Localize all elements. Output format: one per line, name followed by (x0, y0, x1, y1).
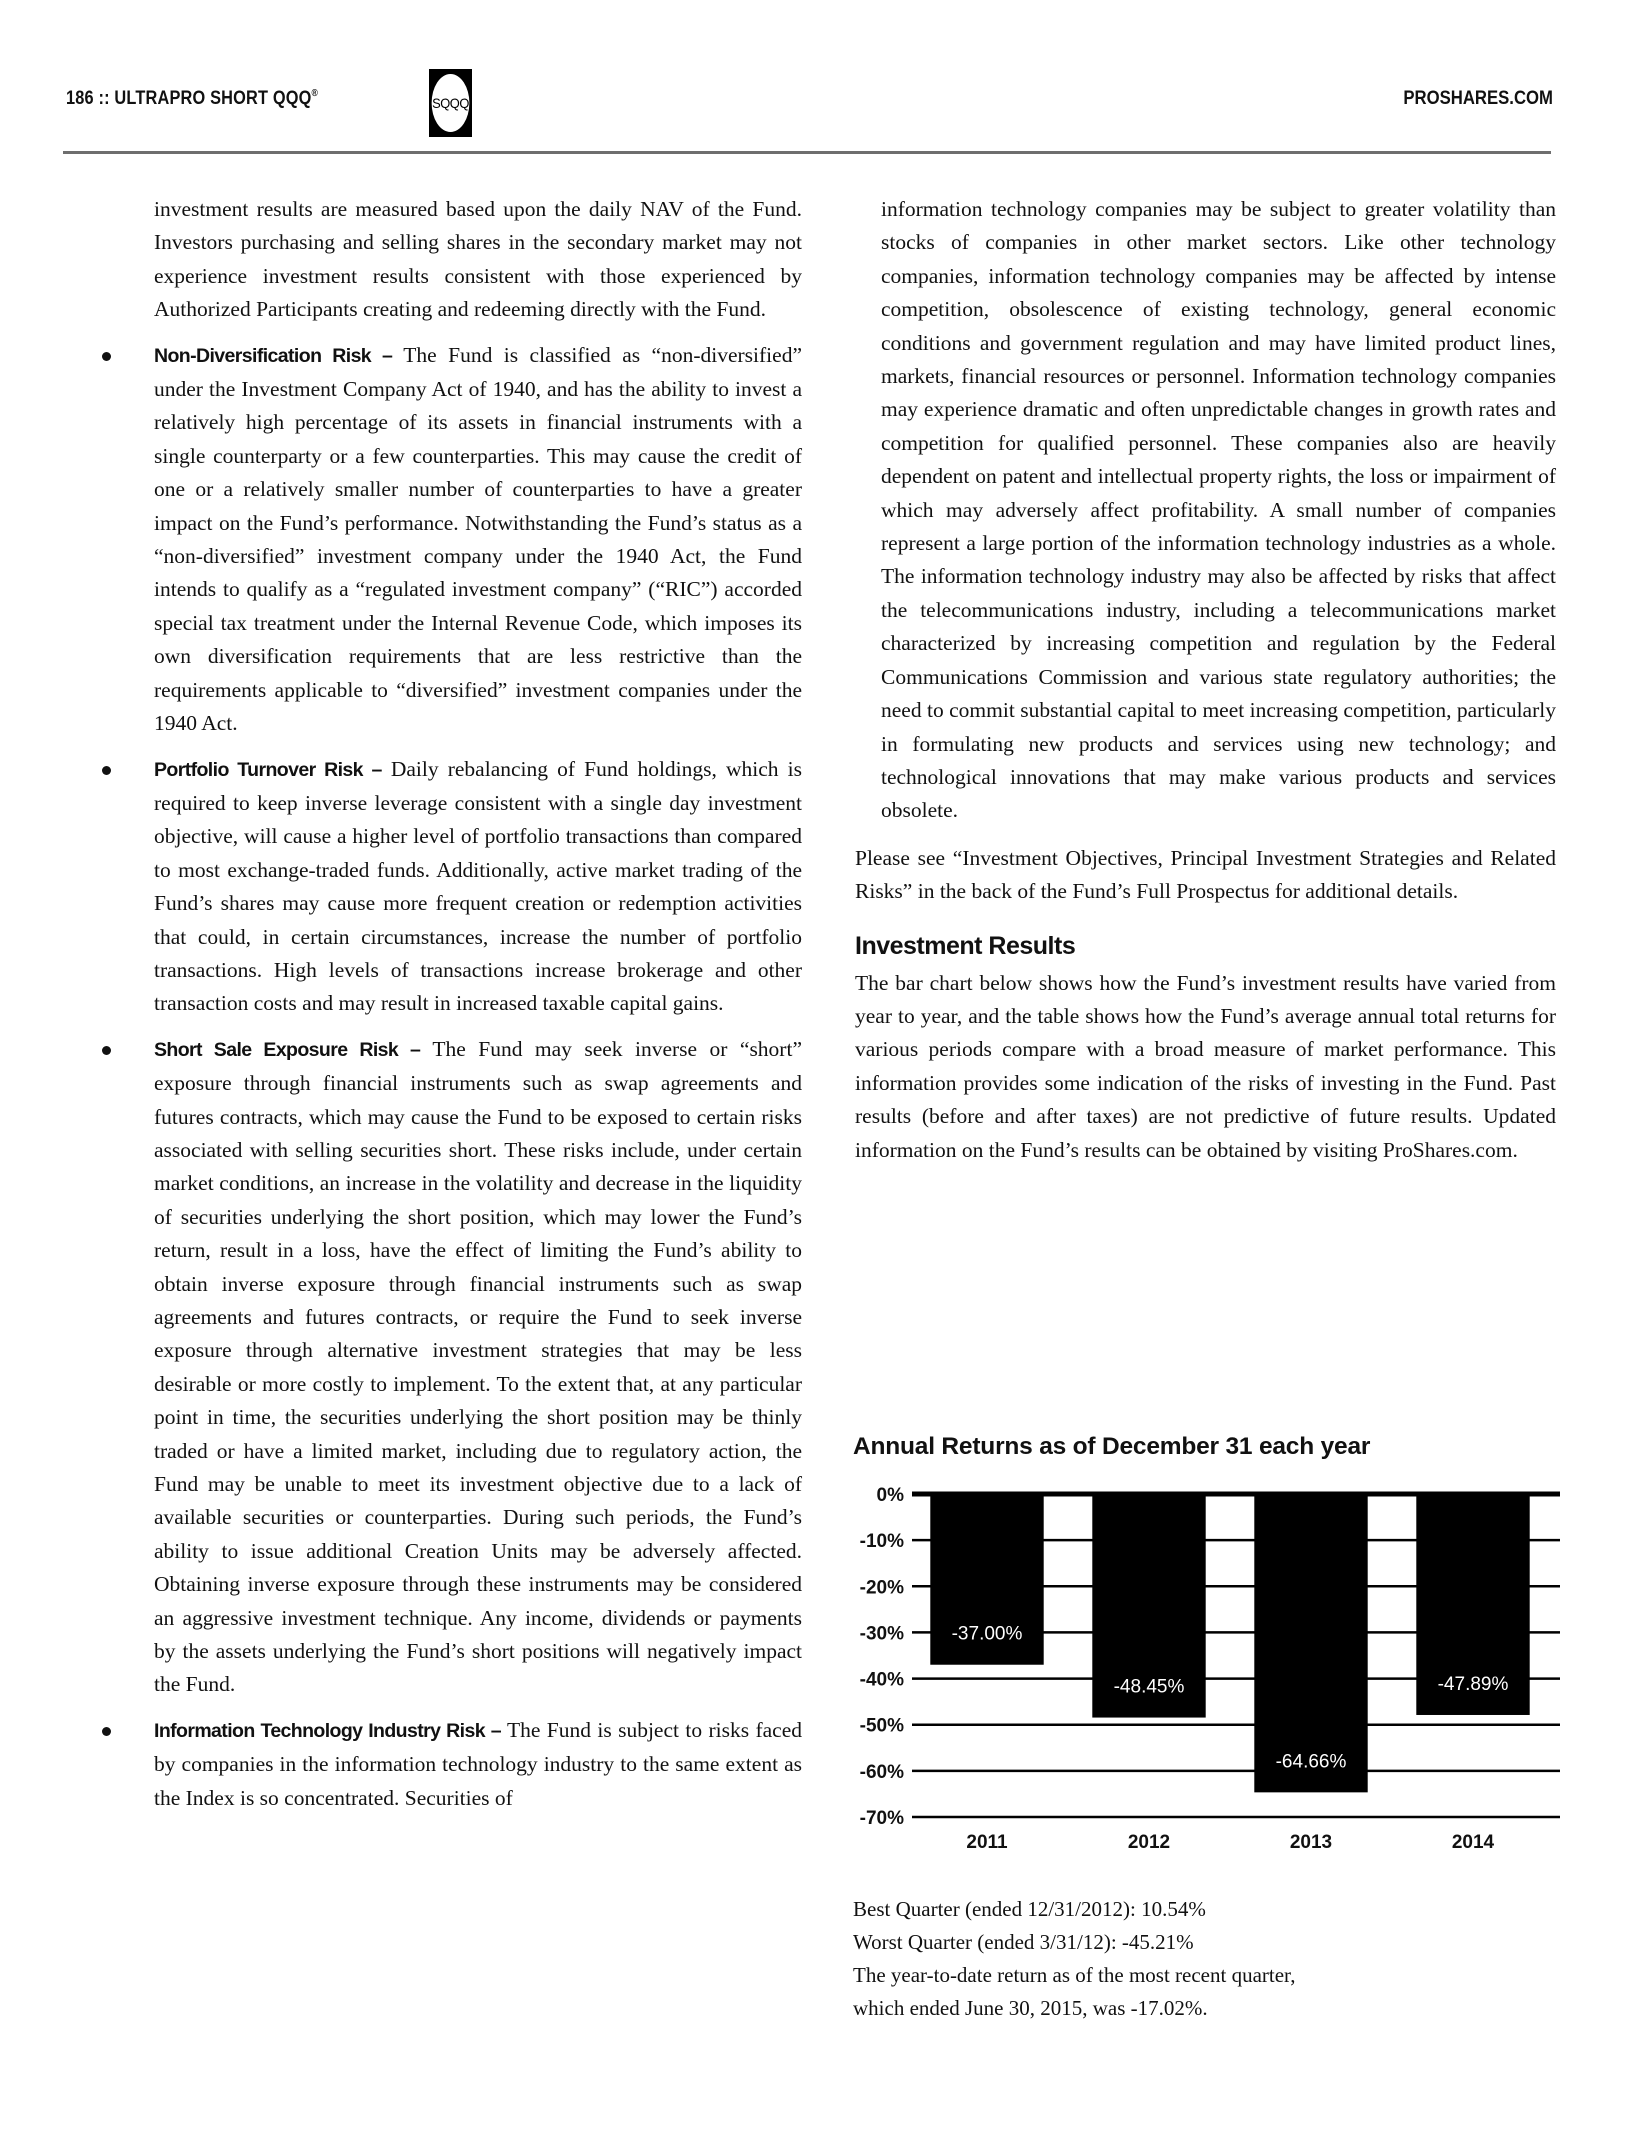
risk-title: Non-Diversification Risk – (154, 344, 393, 367)
page-header-title (66, 88, 318, 110)
risk-text: The Fund is classified as “non-diversified” under the Investment Company Act of 1940, and has the ability to invest a relatively high percentage of its assets in financial instruments with a single counterparty or a few counterparties. This may cause the credit of one or a relatively smaller number of counterparties to have a greater impact on the Fund’s performance. Notwithstanding the Fund’s status as a “non-diversified” investment company under the 1940 Act, the Fund intends to qualify as a “regulated investment company” (“RIC”) accorded special tax treatment under the Internal Revenue Code, which imposes its own diversification requirements that are less restrictive than the requirements applicable to “diversified” investment companies under the 1940 Act. (154, 342, 802, 736)
it-risk-continued-paragraph: information technology companies may be subject to greater volatility than stocks of companies in other market sectors. Like other technology companies, information technology companies may be affected by intense competition, obsolescence of existing technology, general economic conditions and government regulation and may have limited product lines, markets, financial resources or personnel. Information technology companies may experience dramatic and often unpredictable changes in growth rates and competition for qualified personnel. These companies also are heavily dependent on patent and intellectual property rights, the loss or impairment of which may adversely affect profitability. A small number of companies represent a large portion of the information technology industries as a whole. The information technology industry may also be affected by risks that affect the telecommunications industry, including a telecommunications market characterized by increasing competition and regulation by the Federal Communications Commission and various state regulatory authorities; the need to commit substantial capital to meet increasing competition, particularly in formulating new products and services using new technology; and technological innovations that may make various products and services obsolete. (881, 197, 1556, 823)
chart-title: Annual Returns as of December 31 each year (853, 1433, 1371, 1460)
bar-value-label: -47.89% (1437, 1673, 1509, 1695)
risk-item-short-sale-exposure (128, 1033, 802, 1702)
bar-value-label: -64.66% (1275, 1751, 1347, 1773)
y-tick-label: -50% (859, 1715, 904, 1737)
x-tick-label: 2011 (966, 1832, 1008, 1853)
right-column (855, 193, 1556, 1167)
risk-text: The Fund is subject to risks faced by companies in the information technology industry to the same extent as the Index is so concentrated. Securities of (154, 1717, 802, 1810)
ticker-badge-circle (432, 74, 470, 132)
y-tick-label: 0% (876, 1485, 904, 1506)
x-tick-label: 2012 (1127, 1832, 1171, 1853)
annual-returns-bar-chart (840, 1470, 1580, 1860)
bullet-icon (102, 352, 111, 361)
y-tick-label: -70% (859, 1808, 904, 1829)
intro-paragraph: investment results are measured based upon the daily NAV of the Fund. Investors purchasing and selling shares in the secondary market may not experience investment results consistent with those experienced by Authorized Participants creating and redeeming directly with the Fund. (154, 197, 802, 322)
bar-value-label: -48.45% (1113, 1676, 1185, 1698)
registered-mark: ® (311, 88, 319, 99)
ytd-return-line-1: The year-to-date return as of the most recent quarter, (853, 1963, 1296, 1987)
bar-2013 (1254, 1494, 1367, 1792)
page-and-fund-name: 186 :: ULTRAPRO SHORT QQQ (66, 88, 312, 109)
quarter-stats (853, 1893, 1295, 2025)
bullet-icon (102, 1727, 111, 1736)
section-heading-investment-results: Investment Results (855, 931, 1076, 960)
y-tick-label: -10% (859, 1531, 904, 1553)
x-tick-label: 2014 (1451, 1832, 1495, 1853)
worst-quarter: Worst Quarter (ended 3/31/12): -45.21% (853, 1930, 1194, 1954)
investment-results-paragraph: The bar chart below shows how the Fund’s investment results have varied from year to year, and the table shows how the Fund’s average annual total returns for various periods compare with a broad measure of market performance. This information provides some indication of the risks of investing in the Fund. Past results (before and after taxes) are not predictive of future results. Updated information on the Fund’s results can be obtained by visiting ProShares.com. (855, 970, 1556, 1162)
bullet-icon (102, 1046, 111, 1055)
risk-title: Portfolio Turnover Risk – (154, 758, 382, 781)
bar-value-label: -37.00% (951, 1623, 1023, 1645)
chart-y-axis-labels (860, 1485, 904, 1829)
y-tick-label: -40% (859, 1669, 904, 1691)
see-also-paragraph: Please see “Investment Objectives, Principal Investment Strategies and Related Risks” in the back of the Fund’s Full Prospectus for additional details. (855, 845, 1556, 904)
risk-item-portfolio-turnover (128, 753, 802, 1021)
x-tick-label: 2013 (1289, 1832, 1333, 1853)
risk-text: The Fund may seek inverse or “short” exposure through financial instruments such as swap agreements and futures contracts, which may cause the Fund to be exposed to certain risks associated with selling securities short. These risks include, under certain market conditions, an increase in the volatility and decrease in the liquidity of securities underlying the short position, which may lower the Fund’s return, result in a loss, have the effect of limiting the Fund’s ability to obtain inverse exposure through financial instruments such as swap agreements and futures contracts, or require the Fund to seek inverse exposure through alternative investment strategies that may be less desirable or more costly to implement. To the extent that, at any particular point in time, the securities underlying the short position may be thinly traded or have a limited market, including due to regulatory action, the Fund may be unable to meet its investment objective due to a lack of available securities or counterparties. During such periods, the Fund’s ability to issue additional Creation Units may be adversely affected. Obtaining inverse exposure through these instruments may be considered an aggressive investment technique. Any income, dividends or payments by the assets underlying the Fund’s short positions will negatively impact the Fund. (154, 1036, 802, 1697)
header-divider (63, 151, 1551, 154)
ticker-badge (429, 69, 472, 137)
left-column (128, 193, 802, 1815)
site-name: PROSHARES.COM (1403, 88, 1553, 109)
risk-title: Short Sale Exposure Risk – (154, 1038, 421, 1061)
y-tick-label: -60% (859, 1761, 904, 1783)
risk-item-information-technology (128, 1714, 802, 1815)
risk-title: Information Technology Industry Risk – (154, 1719, 502, 1742)
ticker-symbol: SQQQ (432, 95, 469, 111)
risk-item-non-diversification (128, 339, 802, 741)
y-tick-label: -30% (859, 1623, 904, 1645)
ytd-return-line-2: which ended June 30, 2015, was -17.02%. (853, 1996, 1208, 2020)
risk-text: Daily rebalancing of Fund holdings, which is required to keep inverse leverage consistent with a single day investment objective, will cause a higher level of portfolio transactions than compared to most exchange-traded funds. Additionally, active market trading of the Fund’s shares may cause more frequent creation or redemption activities that could, in certain circumstances, increase the number of portfolio transactions. High levels of transactions increase brokerage and other transaction costs and may result in increased taxable capital gains. (154, 756, 803, 1016)
best-quarter: Best Quarter (ended 12/31/2012): 10.54% (853, 1897, 1206, 1921)
bullet-icon (102, 766, 111, 775)
chart-x-axis-labels (966, 1832, 1494, 1853)
y-tick-label: -20% (859, 1577, 904, 1599)
